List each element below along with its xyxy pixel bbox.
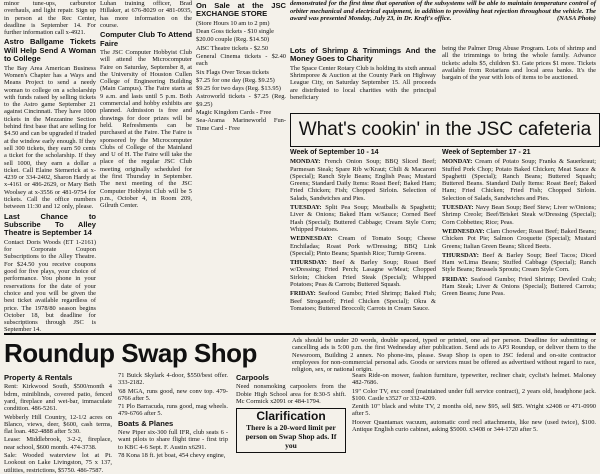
column-left xyxy=(4,0,96,335)
menu-day-text: French Onion Soup; BBQ Sliced Beef; Parmesan Steak; Spare Rib w/Kraut; Chili & Macaroni (Special); Ranch Style Beans; English Peas; Mustard Greens; Standard Daily Items: Roast Beef; Baked Ham; Fried Chicken; Fish; Chopped Sirloin. Selection of Salads, Sandwiches and Pies. xyxy=(290,158,436,202)
swap-ad: 71 Buick Skylark 4-door, $550/best offer. 333-2182. xyxy=(118,372,228,387)
swap-ad: Webberly Hill Country, 12-1/2 acres on Blanco, views, deer, $600, cash terms, flat loan. 482-4888 after 5:30. xyxy=(4,413,112,436)
clarification-box xyxy=(236,408,346,452)
exchange-item: $7.25 for one day (Reg. $9.25) xyxy=(196,76,275,84)
menu-day-label: WEDNESDAY: xyxy=(290,235,333,243)
astro-tickets-heading: Astro Ballgame Tickets Will Help Send A Woman to College xyxy=(4,37,96,64)
carpools-ad: Need nonsmoking carpoolers from the Dobie High School area for 8:30-5 shift. Mc Cormick x2091 or 484-1794. xyxy=(236,383,346,405)
swap-shop-title: Roundup Swap Shop xyxy=(4,338,257,368)
menu-day xyxy=(290,259,436,288)
column-middle xyxy=(100,0,192,211)
exchange-item: Magic Kingdom Cards - Free xyxy=(196,109,272,117)
menu-day-text: Beef & Barley Soup; Roast Beef w/Dressing; Fried Perch; Lasagne w/Meat; Chopped Sirloin; Chicken Fried Steak (Special); Whipped Potatoes; Peas & Carrots; Buttered Squash. xyxy=(290,259,436,289)
menu-day-text: Seafood Gumbo; Fried Shrimp; Deviled Crab; Ham Steak; Liver & Onions (Special); Buttered Carrots; Green Beans; June Peas. xyxy=(442,275,596,298)
menu-day-label: THURSDAY: xyxy=(442,251,479,259)
menu-day-label: FRIDAY: xyxy=(442,275,468,283)
clarification-heading: Clarification xyxy=(256,409,326,424)
swap-ad: Zenith 10" black and white TV, 2 months old, new $95, sell $85. Wright x2408 or 471-0990 after 5. xyxy=(352,403,596,418)
auto-repair-intro: minor tune-ups, carburetor overhauls, and light repair. Sign up in person at the Rec Center, deadline is September 14. For further information call x-4921. xyxy=(4,0,96,37)
exchange-item: General Cinema tickets - $2.40 each xyxy=(196,53,286,68)
menu-day-text: Split Pea Soup; Meatballs & Spaghetti; Liver & Onions; Baked Ham w/Sauce; Corned Beef Hash (Special); Buttered Cabbage; Cream Style Corn; Whipped Potatoes. xyxy=(290,204,436,233)
menu-day-label: WEDNESDAY: xyxy=(442,227,485,235)
carpools-heading: Carpools xyxy=(236,373,269,382)
menu-day-label: TUESDAY: xyxy=(442,204,474,212)
training-intro: Luhan training officer, Brad Hillaker, at 676-8029 or 481-0935, has more information on the course. xyxy=(100,0,192,29)
menu-day xyxy=(290,290,436,312)
menu-week-2-title: Week of September 17 - 21 xyxy=(442,149,531,156)
menu-day-label: MONDAY: xyxy=(442,158,473,166)
award-caption xyxy=(290,0,596,23)
property-rentals-heading: Property & Rentals xyxy=(4,373,73,382)
exchange-item: $20.00 couple (Reg. $14.50) xyxy=(196,36,270,44)
menu-day xyxy=(442,252,596,274)
menu-day xyxy=(442,204,596,226)
swap-ad: 19" Color TV, exc cond (maintained under full service contract), 2 years old, headphone jack. $100. Castle x3527 or 332-4209. xyxy=(352,387,596,402)
menu-day-text: Navy Bean Soup; Beef Stew; Liver w/Onions; Shrimp Creole; Beef/Brisket Steak w/Dressing (Special); Corn Cobbettes; Rice; Peas. xyxy=(442,204,596,226)
exchange-store-list xyxy=(196,28,286,132)
swap-column-1 xyxy=(4,372,112,474)
shrimp-column xyxy=(290,45,436,102)
exchange-item: Dean Goss tickets - $10 single xyxy=(196,28,274,36)
menu-day-label: THURSDAY: xyxy=(290,259,327,267)
exchange-item: $9.25 for two days (Reg. $13.95) xyxy=(196,85,281,93)
menu-day-text: Seafood Gumbo; Fried Shrimp; Baked Fish; Beef Stroganoff; Fried Chicken (Special); Okra & Tomatoes; Buttered Broccoli; Carrots in Cream Sauce. xyxy=(290,290,436,312)
menu-day xyxy=(290,204,436,233)
exchange-store-hours: (Store Hours 10 am to 2 pm) xyxy=(196,19,270,27)
menu-day xyxy=(290,158,436,202)
menu-day xyxy=(290,235,436,257)
computer-club-body: The JSC Computer Hobbyist Club will attend the Microcomputer Faire on Saturday, September 8, at the University of Houston Cullen College of Engineering Building (Main Campus). The Faire starts at 9 a.m. and lasts until 5 p.m. Both commercial and hobby exhibits are planned. Admission is free and drawings for door prizes will be held. Refreshments can be purchased at the Faire. The Faire is sponsored by the Microcomputer Clubs of College of the Mainland and U of H. The Faire will take the place of the regular JSC Club meeting originally scheduled for the first Thursday in September. The next meeting of the JSC Computer Hobbyist Club will be 5 p.m., October 4, in Room 209, Gilruth Center. xyxy=(100,49,192,210)
column-middle-2 xyxy=(196,0,286,133)
swap-ad: Sears Ride-on mower, fashion furniture, typewriter, recliner chair, cyclist's helmet. Maloney 482-7686. xyxy=(352,372,596,387)
swap-ad: 78 Kona 18 ft. jet boat, 454 chevy engine, xyxy=(118,452,226,460)
swap-ad: Lease: Middlebrook, 3-2-2, fireplace, near school, $600 month. 474-3738. xyxy=(4,436,112,451)
swap-ad: Sale: Wooded waterview lot at Pt. Lookout on Lake Livingston, 75 x 137, utilities, restrictions, $5750. 486-7587. xyxy=(4,452,112,474)
swap-ad: '68 MGA, runs good, new conv top. 479-6766 after 5. xyxy=(118,387,228,402)
award-caption-text: demonstrated for the first time that operation of the subsystems will be able to maintain temperature control of orbiter mechanical and electrical equipment, in addition to providing heat rejection throughout the vehicle. The award was presented Monday, July 23, in Dr. Kraft's office. xyxy=(290,0,596,23)
section-divider xyxy=(4,333,596,335)
menu-day-text: Beef & Barley Soup; Beef Tacos; Diced Ham w/Lima Beans; Stuffed Cabbage (Special); Ranch Style Beans; Brussels Sprouts; Cream Style Corn. xyxy=(442,251,596,274)
drug-column xyxy=(442,45,596,82)
drug-program-body: being the Palmer Drug Abuse Program. Lots of shrimp and all the trimmings to bring the whole family. Advance tickets: adults $5, children $3. Gate prices $1 more. Tickets available from Rotarians and local area banks. It's the bargain of the year with lots of items to be auctioned. xyxy=(442,45,596,82)
menu-day xyxy=(442,276,596,298)
shrimp-body: The Space Center Rotary Club is holding its sixth annual Shrimporee & Auction at the County Park on Highway League City, on Saturday September 15. All proceeds are distributed to local charities with the principal beneficiary xyxy=(290,64,436,101)
menu-day-text: Cream of Potato Soup; Franks & Sauerkraut; Stuffed Pork Chop; Potato Baked Chicken; Meat Sauce & Spaghetti (Special); Ranch Beans; Buttered Squash; Buttered Beans. Standard Daily Items: Roast Beef; Baked Ham; Fried Chicken; Fried Fish; Chopped Sirloin. Selection of Salads, Sandwiches and Pies. xyxy=(442,158,596,202)
boats-planes-heading: Boats & Planes xyxy=(118,418,174,428)
swap-ad: Hoover Quantamax vacuum, automatic cord recl attachments, like new (used twice), $100. Antique English curio cabinet, asking $5000. x3408 or 344-1720 after 5. xyxy=(352,418,596,434)
menu-day-label: TUESDAY: xyxy=(290,204,322,212)
cafeteria-banner: What's cookin' in the JSC cafeteria xyxy=(290,113,600,147)
menu-day-text: Clam Chowder; Roast Beef; Baked Beans; Chicken Pot Pie; Salmon Croquette (Special); Mustard Greens; Italian Green Beans; Sliced Beets. xyxy=(442,227,596,250)
menu-day-label: MONDAY: xyxy=(290,158,321,166)
swap-column-4 xyxy=(352,372,596,460)
clarification-body: There is a 20-word limit per person on Swap Shop ads. If you xyxy=(245,422,337,450)
menu-week-1 xyxy=(290,149,436,314)
photo-credit: (NASA Photo) xyxy=(556,15,596,23)
exchange-item: Sea-Arama Marineworld Fun-Time Card - Free xyxy=(196,117,286,132)
exchange-item: Astroworld tickets - $7.25 (Reg. $9.25) xyxy=(196,93,286,108)
menu-day-text: Cream of Tomato Soup; Cheese Enchiladas; Roast Pork w/Dressing; BBQ Link (Special); Pinto Beans; Spanish Rice; Turnip Greens. xyxy=(290,235,436,257)
alley-theatre-heading: Last Chance to Subscribe To Alley Theatre is September 14 xyxy=(4,211,96,238)
swap-column-3 xyxy=(236,372,346,460)
alley-theatre-body: Contact Doris Woods (ET 1-2161) for Corporate Coupon Subscriptions to the Alley Theatre. For $24.50 you receive coupons good for five plays, your choice of performance. You phone in your reservations for the date of your choice and you will be given the best ticket available regardless of price. The 1978/80 season begins October 18, but deadline for subscriptions through JSC is September 14. xyxy=(4,238,96,334)
exchange-item: Six Flags Over Texas tickets xyxy=(196,68,269,76)
shrimp-heading: Lots of Shrimp & Trimmings And the Money Goes to Charity xyxy=(290,46,436,64)
menu-week-2 xyxy=(442,149,596,300)
computer-club-heading: Computer Club To Attend Faire xyxy=(100,30,192,48)
swap-shop-rules: Ads should be under 20 words, double spaced, typed or printed, one ad per person. Deadline for submitting or cancelling ads is 5:00 p.m. the first Wednesday after publication. Send ads to AP3 Roundup, or deliver them to the Newsroom, Building 2 annex. No phone-ins, please. Swap Shop is open to JSC federal and on-site contractor employees for non-commercial personal ads. Goods or services must be offered as advertised without regard to race, religion, sex, or national origin. xyxy=(292,337,596,374)
exchange-store-heading: On Sale at the JSC EXCHANGE STORE xyxy=(196,1,286,19)
swap-ad: Rent: Kirkwood South, $500/month 4 bdrm, miniblinds, covered patio, fenced yard, fireplace and wet-bar, immaculate condition. 486-5261. xyxy=(4,383,112,413)
swap-column-2 xyxy=(118,372,228,460)
menu-day xyxy=(442,158,596,202)
menu-week-1-title: Week of September 10 - 14 xyxy=(290,149,379,156)
astro-tickets-body: The Bay Area American Business Women's Chapter has a Ways and Means Project to send a needy woman to college on a scholarship with funds raised by selling tickets to the Astro game September 21 against Cincinnati. They have 1000 tickets in the Mezzanine Section behind first base that are selling for $4.50 and can be upgraded if traded at the window early enough. If they sell 300 tickets, they earn 50 cents a ticket for the scholarship. If they sell 1000, they earn a dollar a ticket. Call Elaine Stemerick at x-4239 or 334-2402, Sharon Hardy at x-4161 or 486-2629, or Mary Beth Woolsey at x-3556 or 481-9754 for tickets. Call the office numbers between 11:30 and 12 only, please. xyxy=(4,64,96,211)
swap-ad: New Piper six-300 full IFR, club seats 6 - want pilots to share flight time - first trip to KBC 4-6 Sept. F. Austin x6291. xyxy=(118,429,228,451)
menu-day xyxy=(442,228,596,250)
swap-ad: 71 Plo Barracuda, runs good, mag wheels. 479-6766 after 5. xyxy=(118,403,228,418)
exchange-item: ABC Theatre tickets - $2.50 xyxy=(196,44,269,52)
menu-day-label: FRIDAY: xyxy=(290,290,316,298)
